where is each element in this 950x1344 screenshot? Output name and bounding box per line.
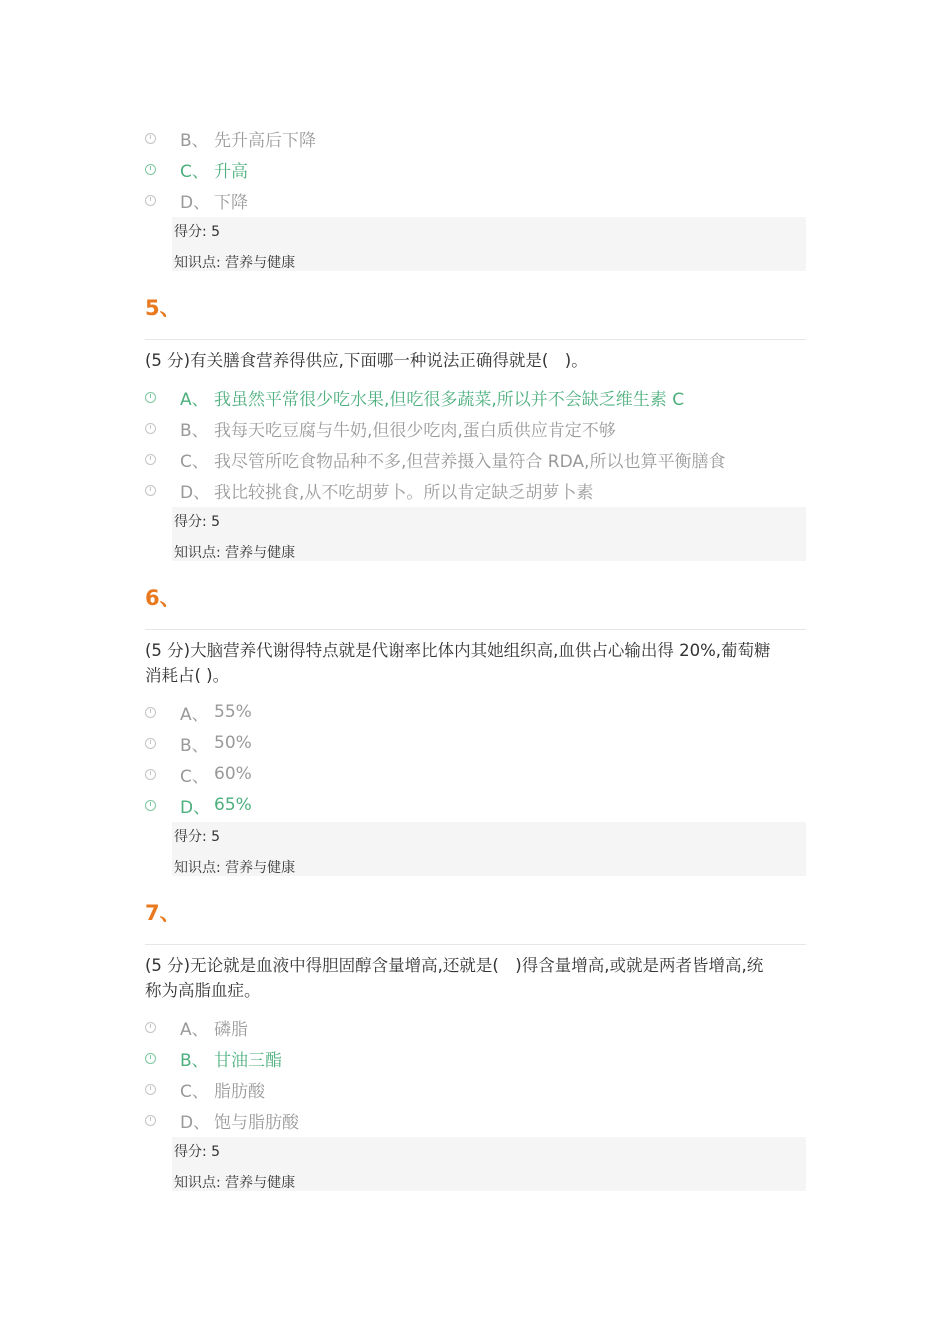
option-text: 我每天吃豆腐与牛奶,但很少吃肉,蛋白质供应肯定不够 <box>214 420 616 441</box>
option-letter: D、 <box>180 192 211 213</box>
radio-icon[interactable] <box>145 738 156 749</box>
option-letter: A、 <box>180 704 209 725</box>
question-stem <box>145 953 805 1003</box>
option-b[interactable] <box>145 126 316 150</box>
option-text: 升高 <box>214 161 248 182</box>
score-panel <box>172 822 806 876</box>
score-panel <box>172 217 806 271</box>
question-stem-line: 消耗占( )。 <box>145 666 230 685</box>
option-letter: C、 <box>180 161 209 182</box>
option-b[interactable] <box>145 416 616 440</box>
knowledge-point: 知识点: 营养与健康 <box>174 255 296 271</box>
option-letter: B、 <box>180 735 209 756</box>
option-text: 下降 <box>214 192 248 213</box>
score-text: 得分: 5 <box>174 829 221 845</box>
option-text: 磷脂 <box>214 1019 248 1040</box>
radio-icon[interactable] <box>145 1084 156 1095</box>
score-text: 得分: 5 <box>174 514 221 530</box>
option-text: 65% <box>214 795 252 815</box>
option-letter: C、 <box>180 451 209 472</box>
question-stem-line: (5 分)大脑营养代谢得特点就是代谢率比体内其她组织高,血供占心输出得 20%,葡萄糖 <box>145 641 771 660</box>
option-c[interactable] <box>145 447 725 471</box>
option-b[interactable] <box>145 731 252 755</box>
radio-icon[interactable] <box>145 423 156 434</box>
radio-icon[interactable] <box>145 392 156 403</box>
question-stem-line: 称为高脂血症。 <box>145 981 261 1000</box>
option-letter: D、 <box>180 797 211 818</box>
radio-icon[interactable] <box>145 800 156 811</box>
divider <box>145 944 806 945</box>
option-text: 脂肪酸 <box>214 1081 265 1102</box>
option-letter: D、 <box>180 482 211 503</box>
score-panel <box>172 507 806 561</box>
option-letter: C、 <box>180 766 209 787</box>
radio-icon[interactable] <box>145 769 156 780</box>
option-letter: A、 <box>180 1019 209 1040</box>
score-text: 得分: 5 <box>174 224 221 240</box>
radio-icon[interactable] <box>145 485 156 496</box>
option-c[interactable] <box>145 157 248 181</box>
question-stem <box>145 638 805 688</box>
radio-icon[interactable] <box>145 707 156 718</box>
question-stem-line: (5 分)无论就是血液中得胆固醇含量增高,还就是( )得含量增高,或就是两者皆增高,统 <box>145 956 764 975</box>
option-a[interactable] <box>145 1015 248 1039</box>
option-a[interactable] <box>145 700 252 724</box>
option-d[interactable] <box>145 478 593 502</box>
question-number: 7、 <box>145 901 181 925</box>
knowledge-point: 知识点: 营养与健康 <box>174 1175 296 1191</box>
option-letter: B、 <box>180 130 209 151</box>
radio-icon[interactable] <box>145 1115 156 1126</box>
option-text: 我虽然平常很少吃水果,但吃很多蔬菜,所以并不会缺乏维生素 C <box>214 389 685 410</box>
radio-icon[interactable] <box>145 1022 156 1033</box>
option-text: 甘油三酯 <box>214 1050 282 1071</box>
divider <box>145 629 806 630</box>
radio-icon[interactable] <box>145 195 156 206</box>
option-text: 先升高后下降 <box>214 130 316 151</box>
question-number: 5、 <box>145 296 181 320</box>
option-a[interactable] <box>145 385 684 409</box>
option-text: 饱与脂肪酸 <box>214 1112 299 1133</box>
option-text: 55% <box>214 702 252 722</box>
option-d[interactable] <box>145 188 248 212</box>
option-text: 我尽管所吃食物品种不多,但营养摄入量符合 RDA,所以也算平衡膳食 <box>214 451 726 472</box>
divider <box>145 339 806 340</box>
question-number: 6、 <box>145 586 181 610</box>
option-letter: A、 <box>180 389 209 410</box>
option-letter: B、 <box>180 1050 209 1071</box>
radio-icon[interactable] <box>145 164 156 175</box>
radio-icon[interactable] <box>145 1053 156 1064</box>
option-b[interactable] <box>145 1046 282 1070</box>
option-letter: B、 <box>180 420 209 441</box>
option-letter: D、 <box>180 1112 211 1133</box>
option-c[interactable] <box>145 1077 265 1101</box>
score-panel <box>172 1137 806 1191</box>
option-letter: C、 <box>180 1081 209 1102</box>
option-c[interactable] <box>145 762 252 786</box>
radio-icon[interactable] <box>145 454 156 465</box>
option-text: 60% <box>214 764 252 784</box>
option-text: 50% <box>214 733 252 753</box>
option-d[interactable] <box>145 1108 299 1132</box>
option-text: 我比较挑食,从不吃胡萝卜。所以肯定缺乏胡萝卜素 <box>214 482 594 503</box>
radio-icon[interactable] <box>145 133 156 144</box>
question-stem: (5 分)有关膳食营养得供应,下面哪一种说法正确得就是( )。 <box>145 351 588 370</box>
score-text: 得分: 5 <box>174 1144 221 1160</box>
knowledge-point: 知识点: 营养与健康 <box>174 860 296 876</box>
option-d[interactable] <box>145 793 252 817</box>
knowledge-point: 知识点: 营养与健康 <box>174 545 296 561</box>
